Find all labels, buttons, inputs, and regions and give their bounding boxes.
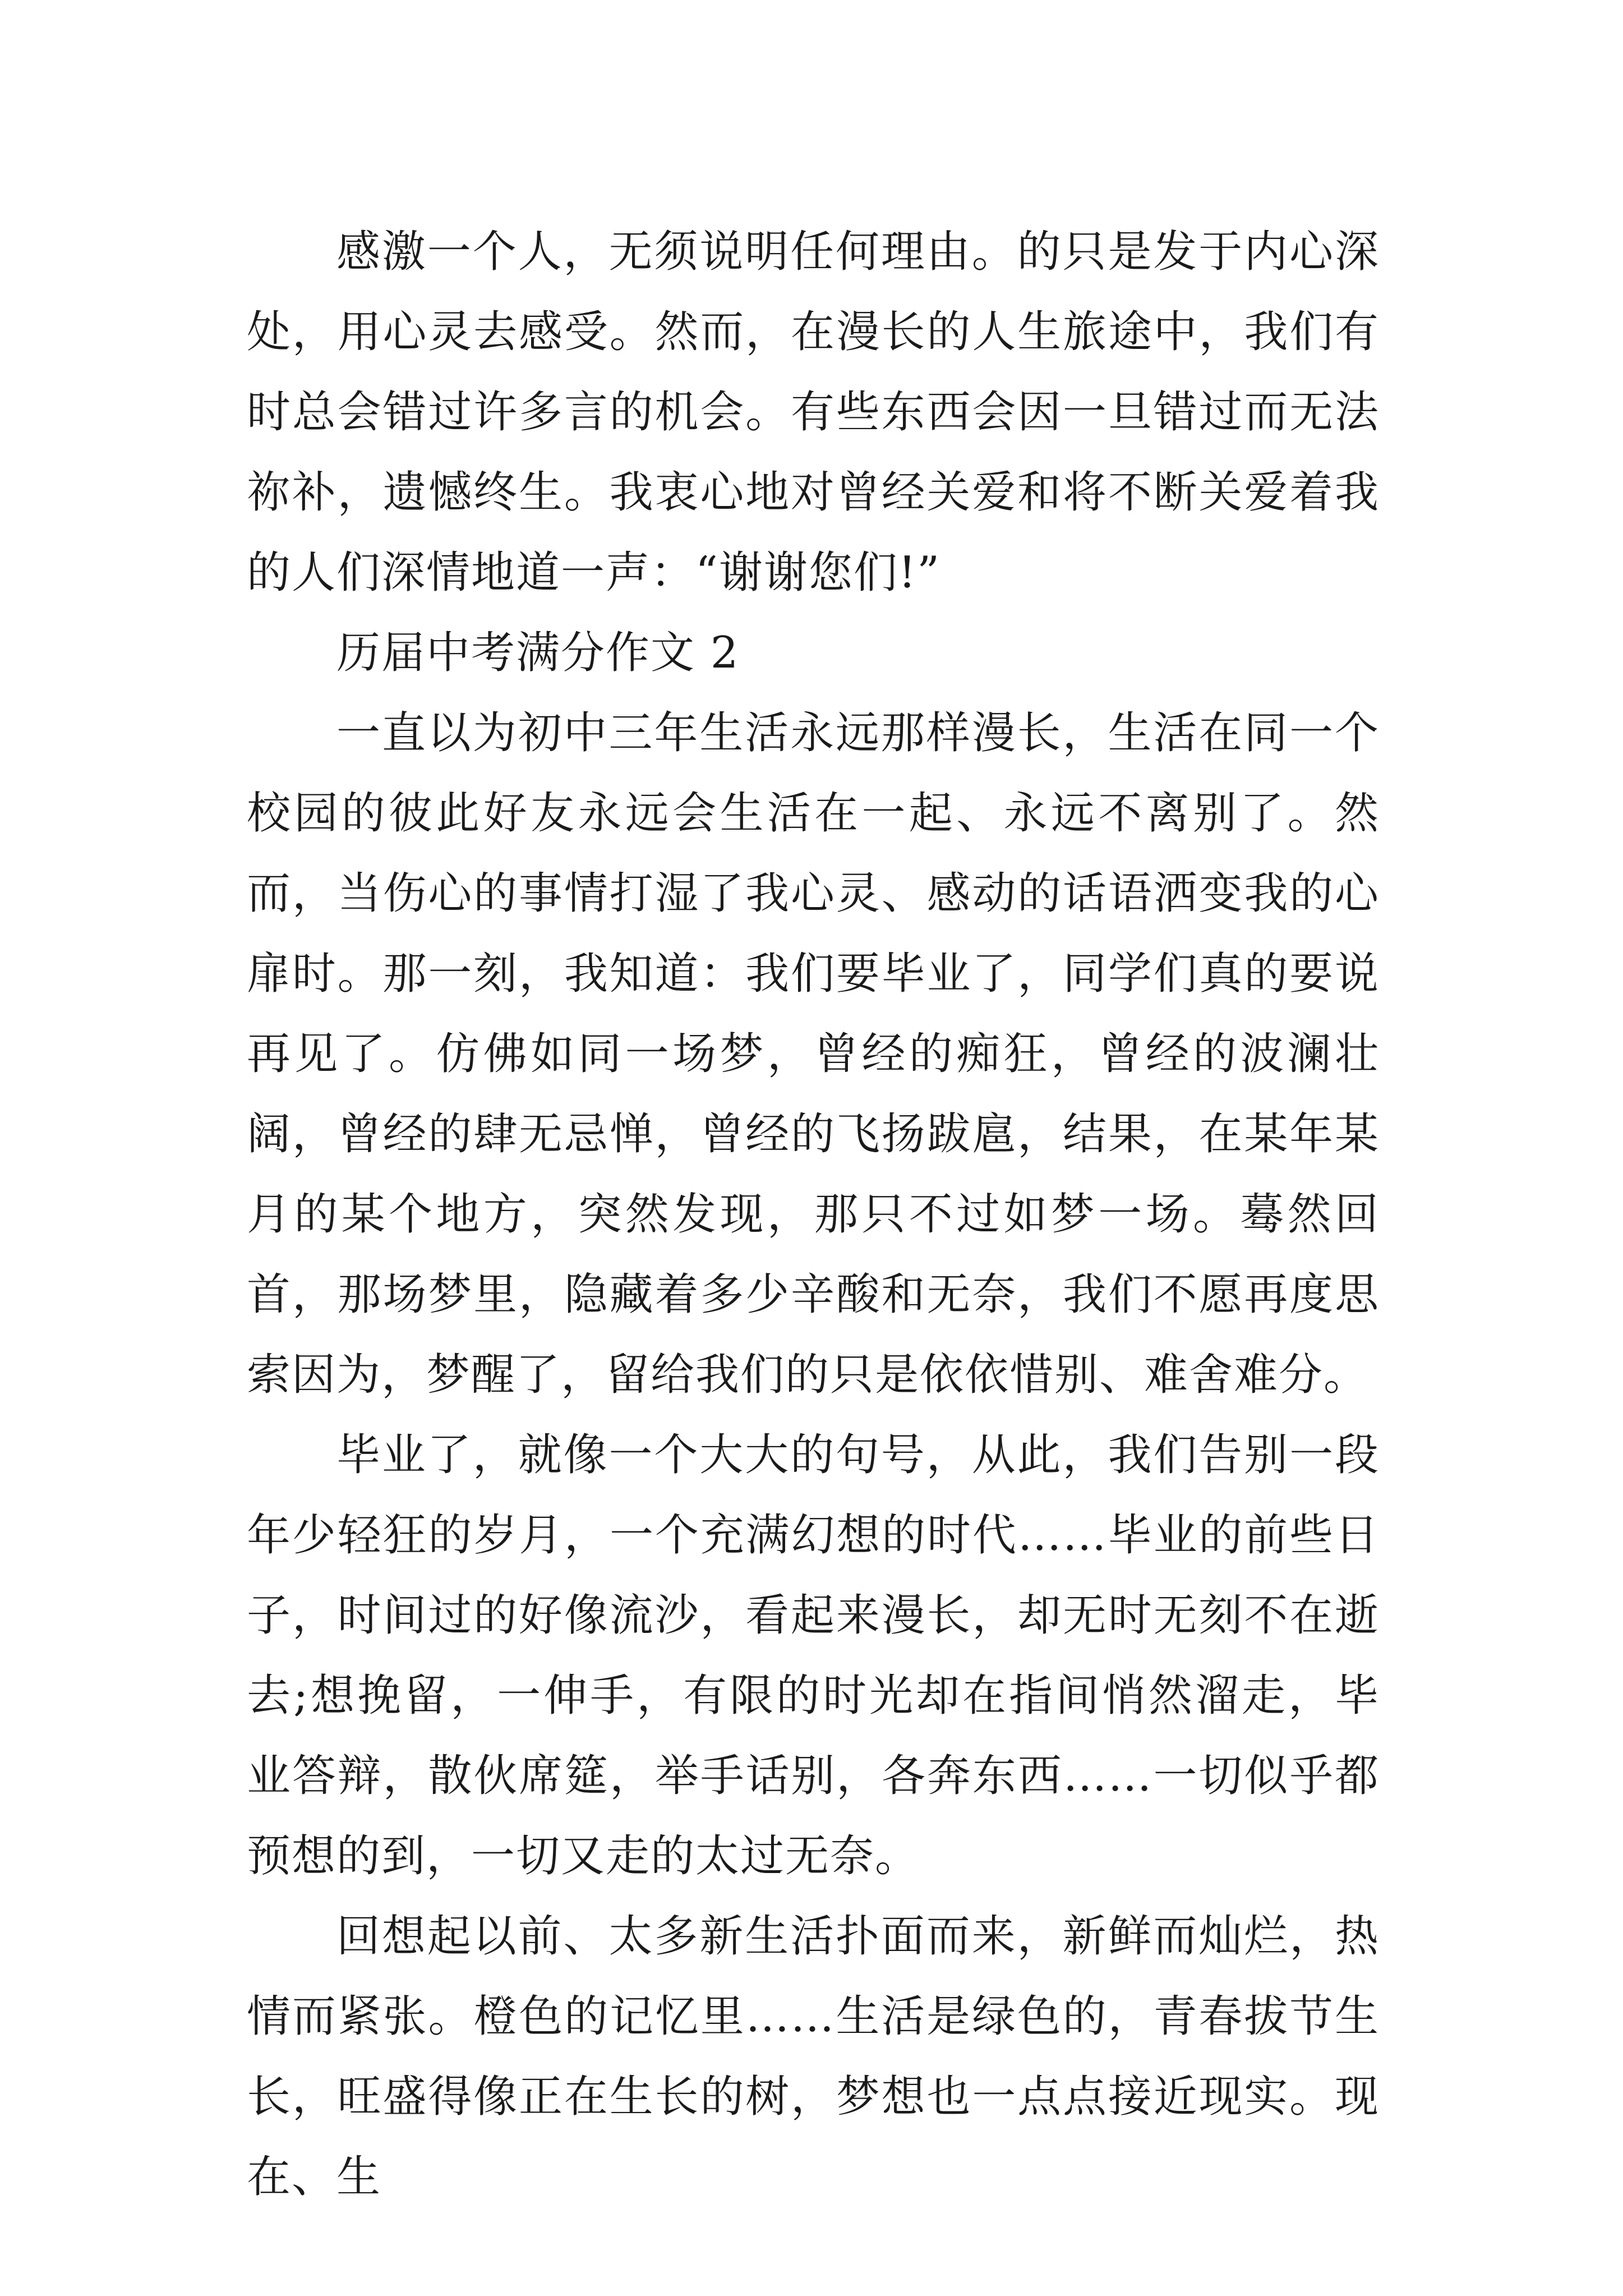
paragraph-gratitude: 感激一个人，无须说明任何理由。的只是发于内心深处，用心灵去感受。然而，在漫长的人生旅途中，我们有时总会错过许多言的机会。有些东西会因一旦错过而无法祢补，遗憾终生。我衷心地对曾经关爱和将不断关爱着我的人们深情地道一声：“谢谢您们!” [247, 227, 1380, 598]
document-body [247, 212, 1380, 2217]
paragraph-graduation-period: 毕业了，就像一个大大的句号，从此，我们告别一段年少轻狂的岁月，一个充满幻想的时代……毕业的前些日子，时间过的好像流沙，看起来漫长，却无时无刻不在逝去;想挽留，一伸手，有限的时光却在指间悄然溜走，毕业答辩，散伙席筵，举手话别，各奔东西……一切似乎都预想的到，一切又走的太过无奈。 [247, 1430, 1380, 1881]
paragraph-memories: 回想起以前、太多新生活扑面而来，新鲜而灿烂，热情而紧张。橙色的记忆里……生活是绿色的，青春拔节生长，旺盛得像正在生长的树，梦想也一点点接近现实。现在、生 [247, 1911, 1380, 2202]
paragraph-graduation-dream: 一直以为初中三年生活永远那样漫长，生活在同一个校园的彼此好友永远会生活在一起、永远不离别了。然而，当伤心的事情打湿了我心灵、感动的话语洒变我的心扉时。那一刻，我知道：我们要毕业了，同学们真的要说再见了。仿佛如同一场梦，曾经的痴狂，曾经的波澜壮阔，曾经的肆无忌惮，曾经的飞扬跋扈，结果，在某年某月的某个地方，突然发现，那只不过如梦一场。蓦然回首，那场梦里，隐藏着多少辛酸和无奈，我们不愿再度思索因为，梦醒了，留给我们的只是依依惜别、难舍难分。 [247, 708, 1380, 1400]
essay-title: 历届中考满分作文 2 [336, 628, 740, 678]
